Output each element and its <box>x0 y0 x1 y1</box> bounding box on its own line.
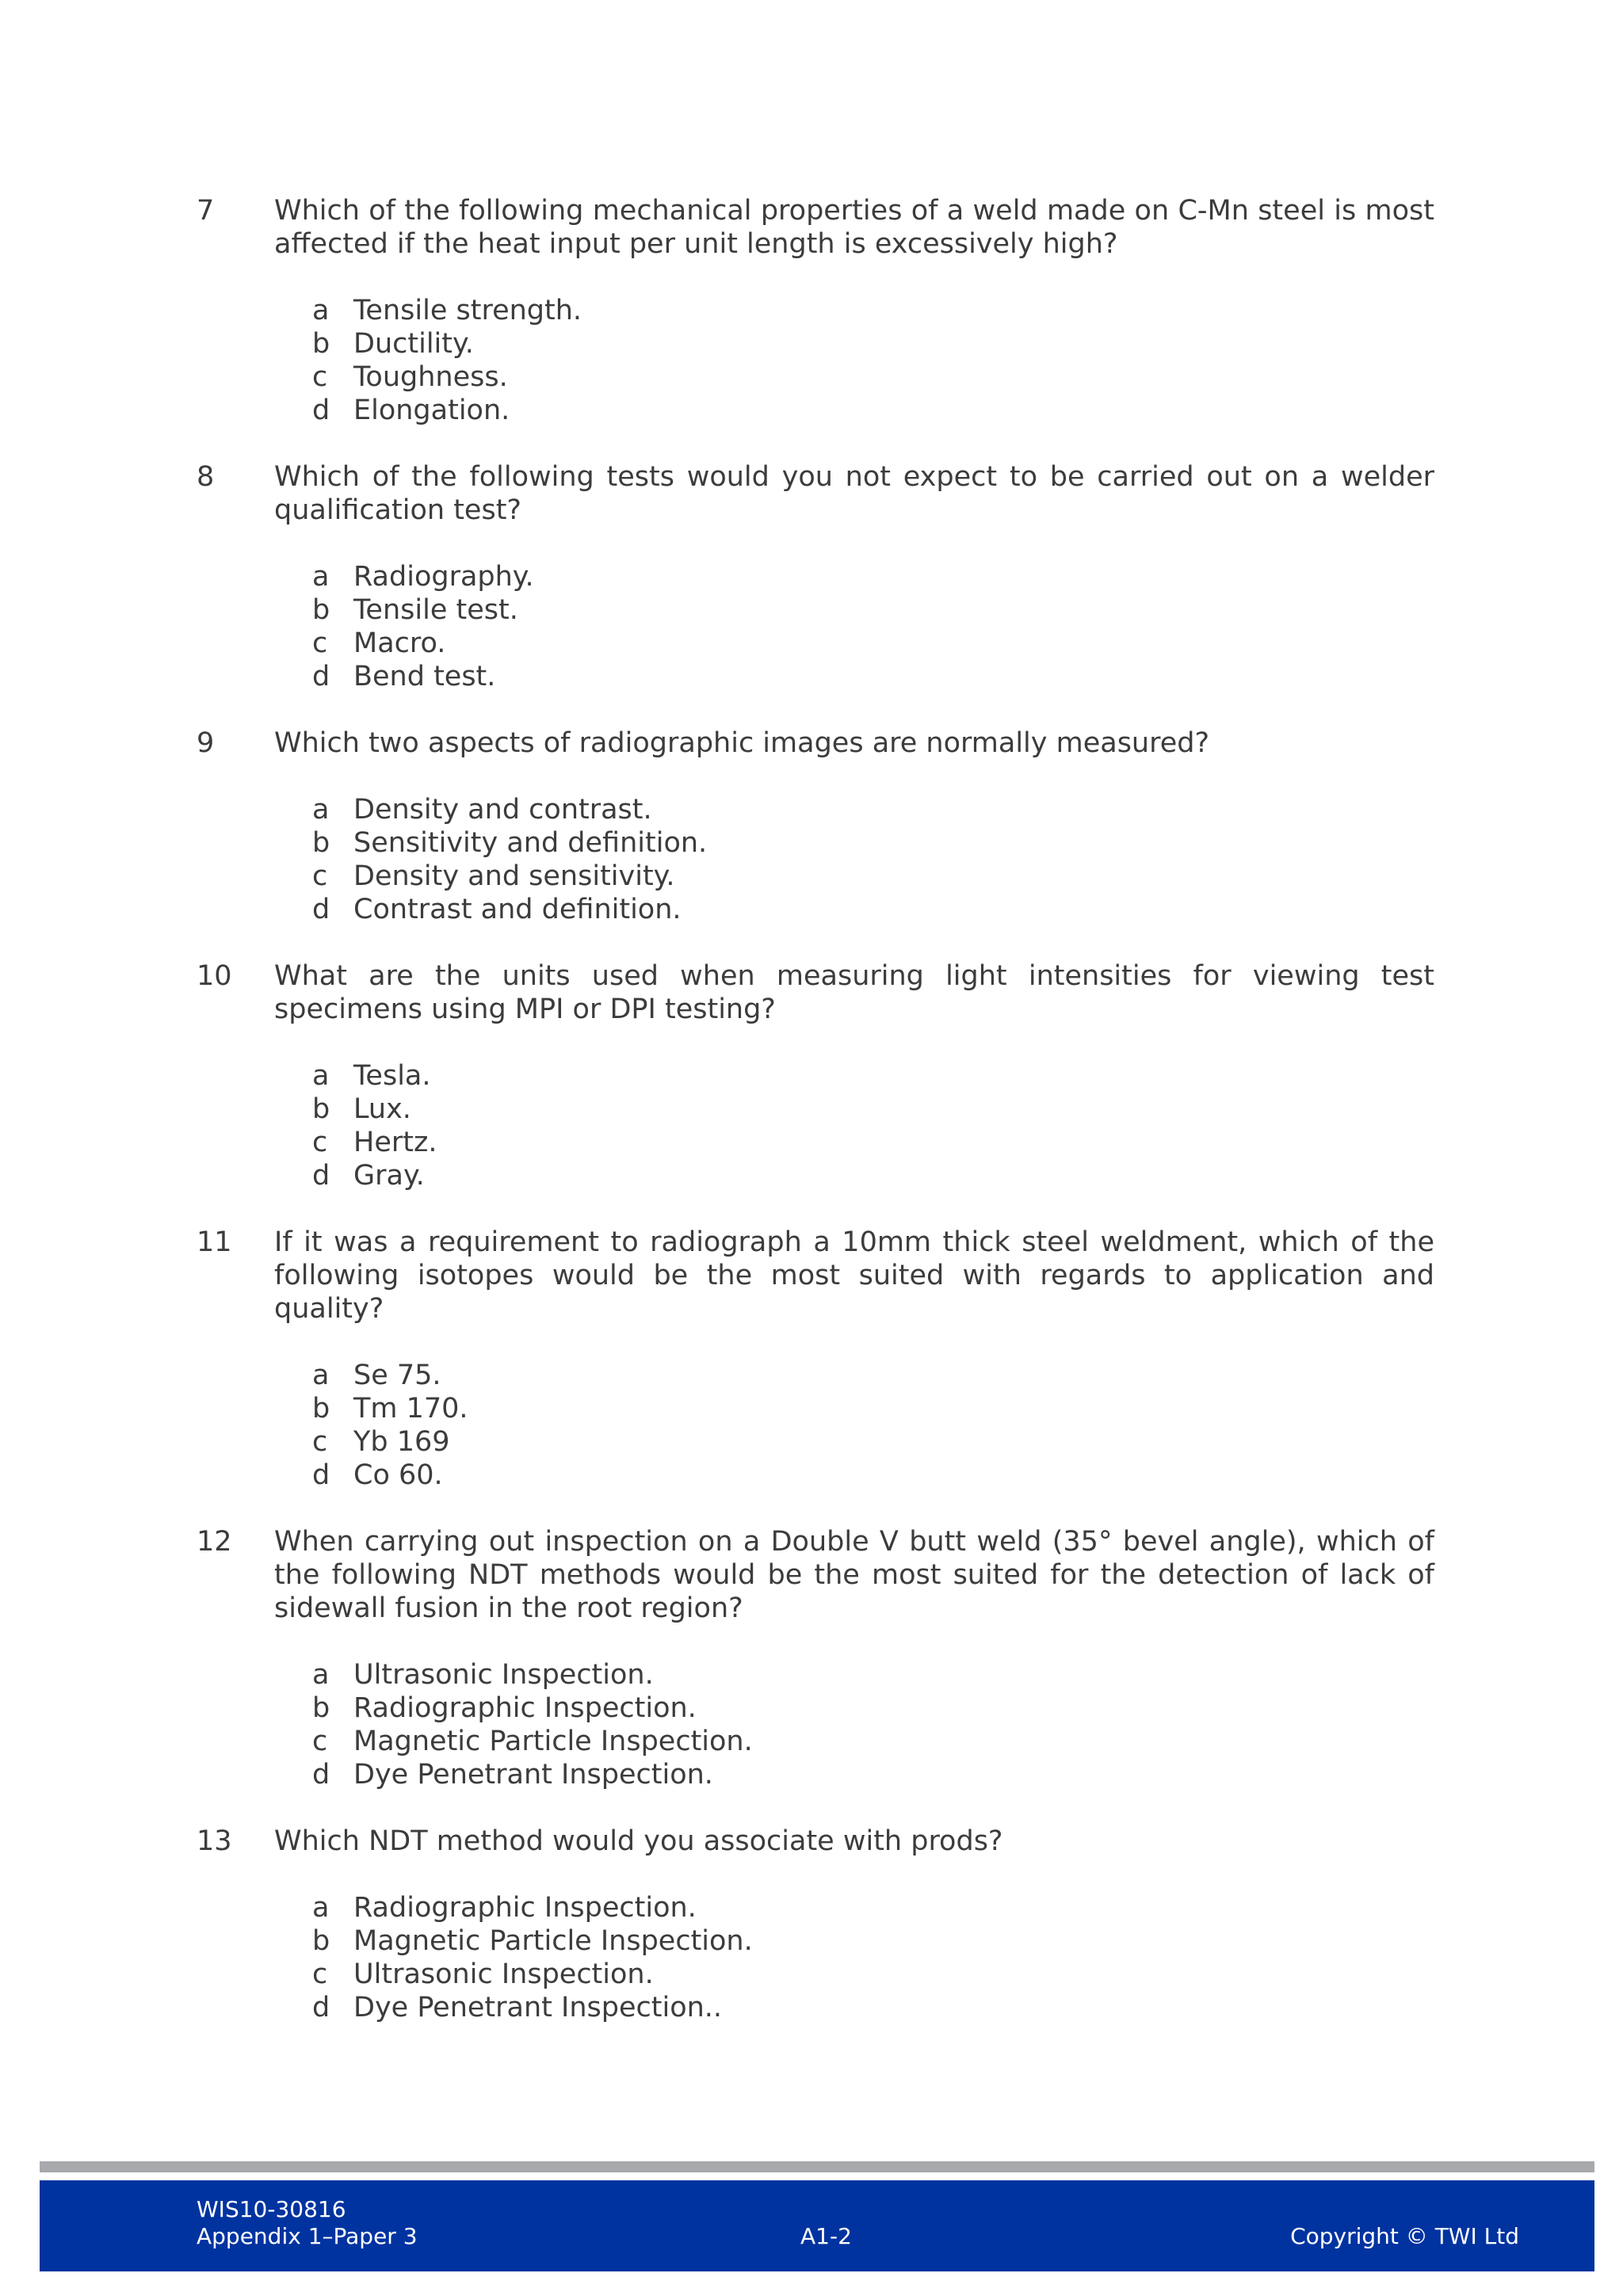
option-text: Tm 170. <box>353 1393 468 1425</box>
option-letter: a <box>312 1060 330 1092</box>
answer-option <box>312 1758 1434 1791</box>
option-text: Gray. <box>353 1160 425 1192</box>
option-text: Radiographic Inspection. <box>353 1892 697 1924</box>
option-letter: b <box>312 328 330 360</box>
option-text: Radiographic Inspection. <box>353 1692 697 1724</box>
question-12 <box>197 1525 1434 1791</box>
option-text: Tesla. <box>353 1060 431 1092</box>
answer-option <box>312 360 1434 394</box>
answer-option <box>312 1991 1434 2024</box>
copyright-text: Copyright © TWI Ltd <box>1290 2223 1519 2249</box>
option-text: Co 60. <box>353 1459 443 1491</box>
option-letter: b <box>312 1393 330 1425</box>
option-letter: d <box>312 1992 330 2023</box>
section-label: Appendix 1–Paper 3 <box>197 2223 418 2249</box>
option-text: Ultrasonic Inspection. <box>353 1958 654 1990</box>
option-letter: d <box>312 661 330 692</box>
answer-option <box>312 1459 1434 1492</box>
answer-option <box>312 1392 1434 1425</box>
answer-option <box>312 1658 1434 1691</box>
question-number: 13 <box>197 1825 232 1857</box>
option-text: Lux. <box>353 1093 411 1125</box>
option-letter: d <box>312 395 330 426</box>
option-letter: a <box>312 295 330 326</box>
page-footer <box>40 2180 1594 2271</box>
answer-option <box>312 1924 1434 1958</box>
question-header <box>197 1525 1434 1625</box>
answer-options <box>197 1891 1434 2024</box>
answer-option <box>312 560 1434 593</box>
answer-option <box>312 1425 1434 1459</box>
option-letter: b <box>312 1093 330 1125</box>
answer-options <box>197 1359 1434 1492</box>
answer-option <box>312 893 1434 926</box>
answer-option <box>312 826 1434 860</box>
option-text: Density and contrast. <box>353 794 652 826</box>
answer-option <box>312 1093 1434 1126</box>
answer-option <box>312 1725 1434 1758</box>
question-13 <box>197 1825 1434 2024</box>
option-letter: d <box>312 1160 330 1192</box>
question-header <box>197 460 1434 527</box>
question-text: Which NDT method would you associate with prods? <box>274 1825 1003 1857</box>
question-text: Which of the following tests would you not expect to be carried out on a welder qualification test? <box>274 461 1434 526</box>
question-8 <box>197 460 1434 693</box>
doc-code: WIS10-30816 <box>197 2196 346 2222</box>
option-text: Bend test. <box>353 661 496 692</box>
option-letter: b <box>312 594 330 626</box>
option-letter: c <box>312 361 328 393</box>
answer-option <box>312 593 1434 627</box>
option-letter: b <box>312 827 330 859</box>
question-text: Which two aspects of radiographic images are normally measured? <box>274 727 1210 759</box>
question-10 <box>197 959 1434 1192</box>
option-letter: d <box>312 1459 330 1491</box>
answer-option <box>312 1691 1434 1725</box>
answer-options <box>197 560 1434 693</box>
question-header <box>197 1825 1434 1858</box>
option-text: Magnetic Particle Inspection. <box>353 1726 753 1757</box>
option-letter: a <box>312 794 330 826</box>
question-number: 8 <box>197 461 215 493</box>
question-number: 10 <box>197 960 232 992</box>
question-text: If it was a requirement to radiograph a 10mm thick steel weldment, which of the following isotopes would be the most suited with regards to application and quality? <box>274 1226 1434 1325</box>
option-text: Dye Penetrant Inspection.. <box>353 1992 723 2023</box>
answer-option <box>312 1891 1434 1924</box>
option-text: Yb 169 <box>353 1426 450 1458</box>
option-letter: b <box>312 1692 330 1724</box>
page-number: A1-2 <box>800 2223 852 2249</box>
question-9 <box>197 727 1434 926</box>
answer-option <box>312 1059 1434 1093</box>
option-letter: c <box>312 860 328 892</box>
option-text: Sensitivity and definition. <box>353 827 708 859</box>
footer-rule <box>40 2161 1594 2172</box>
footer-left <box>197 2196 418 2250</box>
option-letter: a <box>312 1892 330 1924</box>
answer-option <box>312 793 1434 826</box>
answer-option <box>312 1359 1434 1392</box>
question-11 <box>197 1226 1434 1492</box>
answer-options <box>197 294 1434 427</box>
question-text: Which of the following mechanical properties of a weld made on C-Mn steel is most affected if the heat input per unit length is excessively high? <box>274 195 1434 260</box>
question-header <box>197 727 1434 760</box>
option-text: Macro. <box>353 627 446 659</box>
option-text: Magnetic Particle Inspection. <box>353 1925 753 1957</box>
option-letter: d <box>312 894 330 925</box>
option-letter: a <box>312 561 330 593</box>
option-text: Tensile strength. <box>353 295 582 326</box>
question-number: 12 <box>197 1526 232 1558</box>
answer-option <box>312 860 1434 893</box>
answer-options <box>197 1059 1434 1192</box>
question-text: What are the units used when measuring light intensities for viewing test specimens using MPI or DPI testing? <box>274 960 1434 1025</box>
option-text: Elongation. <box>353 395 510 426</box>
option-letter: a <box>312 1360 330 1391</box>
option-text: Radiography. <box>353 561 534 593</box>
answer-option <box>312 1159 1434 1192</box>
option-letter: c <box>312 627 328 659</box>
answer-options <box>197 1658 1434 1791</box>
option-text: Density and sensitivity. <box>353 860 675 892</box>
option-text: Tensile test. <box>353 594 518 626</box>
option-letter: d <box>312 1759 330 1791</box>
question-list <box>197 194 1434 2058</box>
question-number: 11 <box>197 1226 232 1258</box>
question-number: 7 <box>197 195 215 227</box>
option-text: Contrast and definition. <box>353 894 682 925</box>
option-text: Se 75. <box>353 1360 441 1391</box>
option-letter: c <box>312 1726 328 1757</box>
option-letter: b <box>312 1925 330 1957</box>
option-letter: a <box>312 1659 330 1691</box>
answer-option <box>312 1126 1434 1159</box>
question-number: 9 <box>197 727 215 759</box>
answer-option <box>312 327 1434 360</box>
answer-option <box>312 294 1434 327</box>
question-7 <box>197 194 1434 427</box>
question-header <box>197 959 1434 1026</box>
option-text: Ultrasonic Inspection. <box>353 1659 654 1691</box>
question-header <box>197 194 1434 261</box>
option-text: Ductility. <box>353 328 474 360</box>
answer-option <box>312 394 1434 427</box>
answer-option <box>312 627 1434 660</box>
option-letter: c <box>312 1426 328 1458</box>
option-letter: c <box>312 1958 328 1990</box>
answer-options <box>197 793 1434 926</box>
option-text: Hertz. <box>353 1127 437 1158</box>
question-text: When carrying out inspection on a Double V butt weld (35° bevel angle), which of the following NDT methods would be the most suited for the detection of lack of sidewall fusion in the root region? <box>274 1526 1434 1624</box>
answer-option <box>312 660 1434 693</box>
question-header <box>197 1226 1434 1325</box>
option-text: Toughness. <box>353 361 508 393</box>
option-text: Dye Penetrant Inspection. <box>353 1759 713 1791</box>
answer-option <box>312 1958 1434 1991</box>
option-letter: c <box>312 1127 328 1158</box>
